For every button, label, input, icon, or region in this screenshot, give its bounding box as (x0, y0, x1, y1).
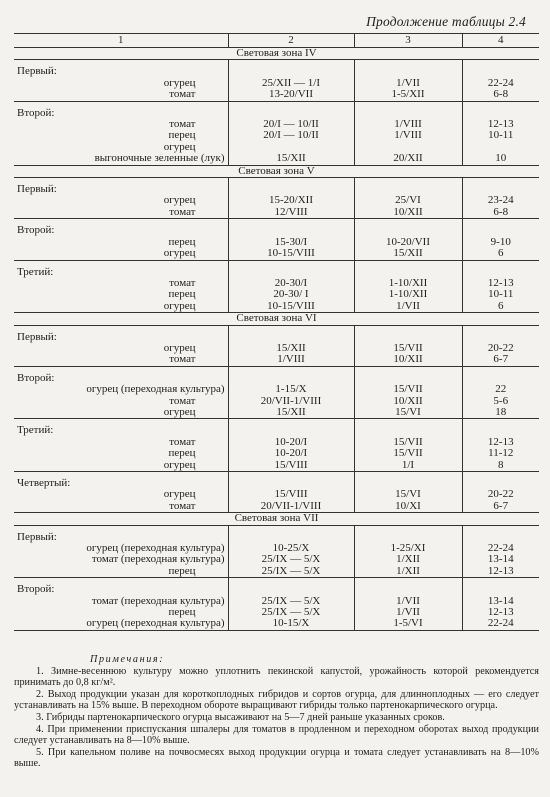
yield-cell: 12-13 (462, 607, 539, 618)
crop-cell: томат (169, 118, 196, 131)
end-date-cell: 15/VI (354, 407, 462, 419)
end-date-cell: 10/XI (354, 501, 462, 513)
zone-header-row (14, 48, 539, 60)
crop-cell: томат (169, 499, 196, 512)
planting-date-cell: 15/XII (228, 153, 354, 165)
yield-cell: 13-14 (462, 554, 539, 565)
yield-cell: 22-24 (462, 543, 539, 554)
yield-cell: 6-7 (462, 501, 539, 513)
end-date-cell: 1/XII (354, 554, 462, 565)
end-date-cell: 1/I (354, 460, 462, 472)
crop-cell: томат (169, 353, 196, 366)
yield-cell: 13-14 (462, 596, 539, 607)
planting-date-cell: 25/XII — 1/I (228, 78, 354, 89)
planting-date-cell: 15-20/XII (228, 195, 354, 206)
planting-date-cell: 1/VIII (228, 354, 354, 366)
column-header-2: 2 (228, 34, 354, 48)
yield-cell: 6-8 (462, 89, 539, 101)
zone-title: Световая зона V (14, 165, 539, 177)
zone-header-row (14, 313, 539, 325)
end-date-cell: 1/VII (354, 607, 462, 618)
end-date-cell: 15/VI (354, 489, 462, 500)
zone-header-row (14, 513, 539, 525)
turnover-label: Второй: (17, 106, 55, 119)
planting-date-cell: 20/I — 10/II (228, 130, 354, 141)
planting-date-cell: 20/I — 10/II (228, 119, 354, 130)
zone-title: Световая зона VII (14, 513, 539, 525)
table-body (14, 34, 539, 631)
table-row (14, 207, 539, 219)
planting-date-cell: 10-20/I (228, 437, 354, 448)
column-header-1: 1 (14, 34, 228, 48)
planting-date-cell: 25/IX — 5/X (228, 566, 354, 578)
turnover-label: Третий: (17, 424, 54, 437)
planting-date-cell: 13-20/VII (228, 89, 354, 101)
turnover-label: Первый: (17, 530, 57, 543)
yield-cell: 6-7 (462, 354, 539, 366)
planting-date-cell: 20/VII-1/VIII (228, 396, 354, 407)
table-row (14, 89, 539, 101)
zone-title: Световая зона IV (14, 48, 539, 60)
end-date-cell: 1/VII (354, 78, 462, 89)
table-row (14, 384, 539, 395)
crop-cell: перец (168, 288, 196, 301)
planting-date-cell: 15/VIII (228, 460, 354, 472)
crop-cell: перец (168, 564, 196, 577)
table-row (14, 566, 539, 578)
planting-date-cell: 15-30/I (228, 237, 354, 248)
crop-cell: томат (169, 276, 196, 289)
yield-cell: 11-12 (462, 448, 539, 459)
note-item: 2. Выход продукции указан для короткоплодных гибридов и сортов огурца, для длинноплодных — его следует устанавливать на 15% выше. В переходном обороте выращивают гибриды только партенокарпического огурца. (14, 688, 539, 712)
note-item: 4. При применении приспускания шпалеры для томатов в продленном и переходном оборотах выход продукции следует устанавливать на 8—10% выше. (14, 723, 539, 747)
yield-cell: 22-24 (462, 618, 539, 630)
crop-cell: перец (168, 606, 196, 619)
empty-cell (462, 225, 539, 236)
crop-cell: огурец (переходная культура) (86, 542, 225, 555)
end-date-cell: 1-5/XII (354, 89, 462, 101)
planting-date-cell: 20/VII-1/VIII (228, 501, 354, 513)
crop-cell: огурец (переходная культура) (14, 618, 228, 630)
end-date-cell: 15/XII (354, 248, 462, 260)
end-date-cell: 15/VII (354, 384, 462, 395)
table-row (14, 460, 539, 472)
crop-cell: томат (169, 435, 196, 448)
table-row (14, 248, 539, 260)
yield-cell: 6-8 (462, 207, 539, 219)
column-header-row (14, 34, 539, 48)
planting-date-cell: 1-15/X (228, 384, 354, 395)
table-row (14, 153, 539, 165)
continuation-title: Продолжение таблицы 2.4 (366, 14, 526, 29)
note-item: 3. Гибриды партенокарпического огурца высаживают на 5—7 дней раньше указанных сроков. (36, 711, 445, 723)
yield-cell: 22 (462, 384, 539, 395)
column-header-4: 4 (462, 34, 539, 48)
yield-cell: 5-6 (462, 396, 539, 407)
crop-cell: томат (169, 88, 196, 101)
end-date-cell: 1-5/VI (354, 618, 462, 630)
planting-date-cell: 25/IX — 5/X (228, 554, 354, 565)
planting-date-cell: 10-15/X (228, 618, 354, 630)
end-date-cell: 15/VII (354, 448, 462, 459)
end-date-cell: 1-10/XII (354, 278, 462, 289)
yield-cell: 12-13 (462, 566, 539, 578)
crop-cell: огурец (163, 194, 196, 207)
notes-title: Примечания: (90, 654, 165, 665)
end-date-cell: 20/XII (354, 153, 462, 165)
table-row (14, 289, 539, 300)
end-date-cell: 15/VII (354, 343, 462, 354)
yield-cell: 23-24 (462, 195, 539, 206)
planting-date-cell: 20-30/I (228, 278, 354, 289)
crop-cell: огурец (переходная культура) (86, 383, 225, 396)
turnover-label: Третий: (17, 265, 54, 278)
yield-cell: 9-10 (462, 237, 539, 248)
yield-cell: 10-11 (462, 130, 539, 141)
crop-cell: огурец (163, 140, 196, 153)
crop-cell: томат (переходная культура) (91, 553, 225, 566)
planting-date-cell: 15/VIII (228, 489, 354, 500)
end-date-cell: 1-10/XII (354, 289, 462, 300)
planting-date-cell: 15/XII (228, 343, 354, 354)
end-date-cell: 1/VII (354, 301, 462, 313)
planting-date-cell: 25/IX — 5/X (228, 596, 354, 607)
planting-date-cell: 10-20/I (228, 448, 354, 459)
table-row (14, 407, 539, 419)
yield-cell: 12-13 (462, 119, 539, 130)
planting-date-cell: 20-30/ I (228, 289, 354, 300)
yield-cell: 10 (462, 153, 539, 165)
zone-title: Световая зона VI (14, 313, 539, 325)
yield-cell: 6 (462, 248, 539, 260)
table-row (14, 618, 539, 630)
end-date-cell: 10-20/VII (354, 237, 462, 248)
empty-cell (228, 584, 354, 595)
end-date-cell: 1-25/XI (354, 543, 462, 554)
crop-cell: огурец (163, 247, 196, 260)
planting-schedule-table (14, 33, 539, 631)
planting-date-cell: 12/VIII (228, 207, 354, 219)
crop-cell: огурец (163, 488, 196, 501)
crop-cell: перец (168, 447, 196, 460)
end-date-cell: 15/VII (354, 437, 462, 448)
end-date-cell: 10/XII (354, 354, 462, 366)
turnover-label: Первый: (17, 65, 57, 78)
crop-cell: томат (169, 394, 196, 407)
table-row (14, 301, 539, 313)
crop-cell: огурец (163, 458, 196, 471)
zone-header-row (14, 165, 539, 177)
planting-date-cell: 10-15/VIII (228, 301, 354, 313)
yield-cell: 8 (462, 460, 539, 472)
column-header-3: 3 (354, 34, 462, 48)
end-date-cell: 10/XII (354, 207, 462, 219)
end-date-cell: 1/XII (354, 566, 462, 578)
crop-cell: огурец (163, 341, 196, 354)
crop-cell: огурец (163, 299, 196, 312)
turnover-label: Первый: (17, 183, 57, 196)
empty-cell (354, 584, 462, 595)
turnover-label: Второй: (17, 371, 55, 384)
turnover-label: Первый: (17, 330, 57, 343)
end-date-cell: 1/VII (354, 596, 462, 607)
notes-section (14, 654, 539, 770)
planting-date-cell: 15/XII (228, 407, 354, 419)
crop-cell: томат (переходная культура) (91, 594, 225, 607)
table-row (14, 130, 539, 141)
empty-cell (354, 225, 462, 236)
empty-cell (228, 225, 354, 236)
end-date-cell: 10/XII (354, 396, 462, 407)
crop-cell: выгоночные зеленные (лук) (94, 152, 225, 165)
crop-cell: томат (169, 205, 196, 218)
note-item: 1. Зимне-весеннюю культуру можно уплотнить пекинской капустой, урожайность которой рекомендуется принимать до 0,8 кг/м². (14, 665, 539, 689)
crop-cell: огурец (163, 405, 196, 418)
yield-cell: 20-22 (462, 343, 539, 354)
end-date-cell: 1/VIII (354, 119, 462, 130)
notes-list (14, 666, 539, 770)
empty-cell (462, 584, 539, 595)
table-row (14, 354, 539, 366)
crop-cell: перец (168, 129, 196, 142)
turnover-label: Второй: (17, 583, 55, 596)
table-row (14, 501, 539, 513)
turnover-group-row (14, 584, 539, 595)
end-date-cell: 1/VIII (354, 130, 462, 141)
yield-cell: 20-22 (462, 489, 539, 500)
planting-date-cell: 10-15/VIII (228, 248, 354, 260)
table-row (14, 448, 539, 459)
turnover-label: Четвертый: (17, 477, 71, 489)
yield-cell: 22-24 (462, 78, 539, 89)
yield-cell: 12-13 (462, 278, 539, 289)
turnover-group-row (14, 225, 539, 236)
yield-cell: 6 (462, 301, 539, 313)
turnover-label: Второй: (17, 224, 55, 237)
note-item: 5. При капельном поливе на почвосмесях выход продукции огурца и томата следует устанавливать на 8—10% выше. (14, 746, 539, 770)
end-date-cell: 25/VI (354, 195, 462, 206)
yield-cell: 10-11 (462, 289, 539, 300)
yield-cell: 18 (462, 407, 539, 419)
planting-date-cell: 25/IX — 5/X (228, 607, 354, 618)
yield-cell: 12-13 (462, 437, 539, 448)
planting-date-cell: 10-25/X (228, 543, 354, 554)
crop-cell: огурец (163, 76, 196, 89)
crop-cell: перец (168, 235, 196, 248)
